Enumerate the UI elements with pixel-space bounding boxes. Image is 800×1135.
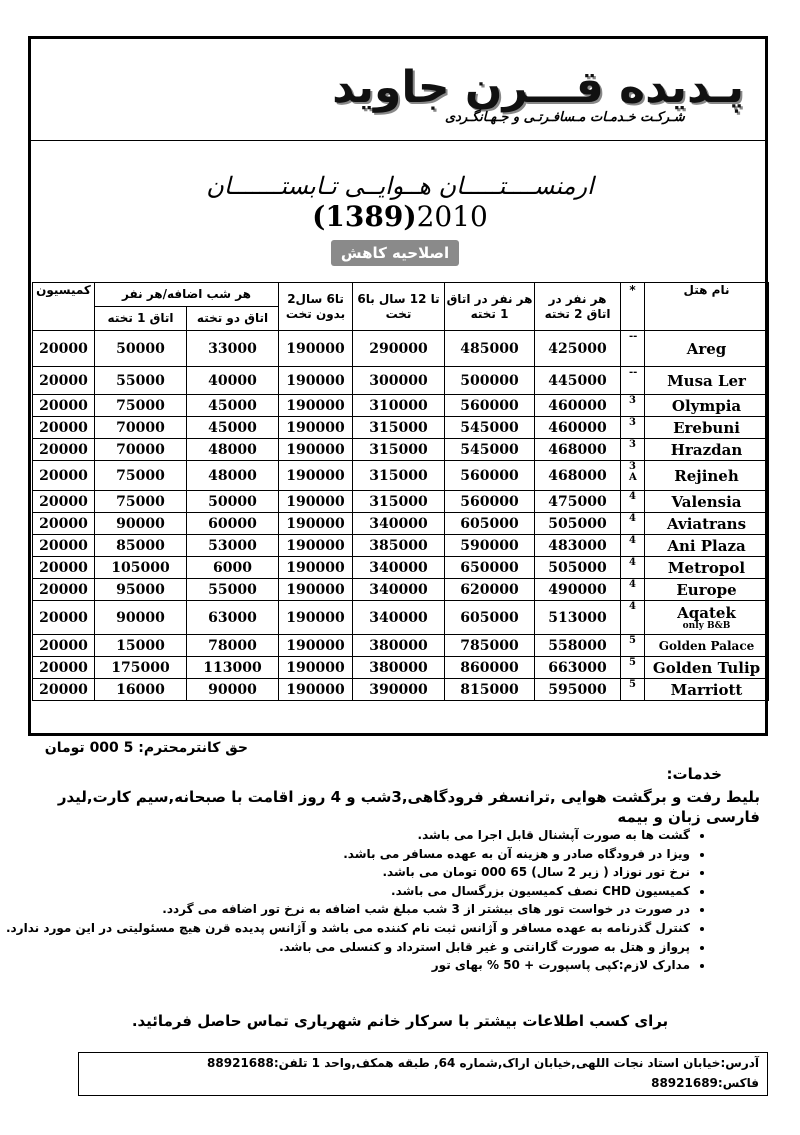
- col-extra-double: اتاق دو تخته: [187, 307, 279, 331]
- fax-line: فاکس:88921689: [651, 1076, 759, 1090]
- cell-child-bed: 380000: [353, 635, 445, 657]
- cell-extra-single: 50000: [95, 331, 187, 367]
- hotel-name: Musa Ler: [667, 371, 746, 390]
- note-item: • کمیسیون CHD نصف کمیسیون بزرگسال می باشد.: [40, 882, 690, 901]
- cell-single: 485000: [445, 331, 535, 367]
- cell-extra-double: 113000: [187, 657, 279, 679]
- cell-child-nobed: 190000: [279, 395, 353, 417]
- cell-star: 3: [621, 417, 645, 439]
- cell-child-bed: 315000: [353, 439, 445, 461]
- table-row: [33, 367, 769, 395]
- cell-extra-double: 48000: [187, 439, 279, 461]
- cell-child-nobed: 190000: [279, 513, 353, 535]
- cell-double: 595000: [535, 679, 621, 701]
- cell-double: 425000: [535, 331, 621, 367]
- table-row: [33, 395, 769, 417]
- cell-double: 468000: [535, 461, 621, 491]
- cell-single: 860000: [445, 657, 535, 679]
- notes-list: [5, 826, 712, 975]
- cell-commission: 20000: [33, 513, 95, 535]
- cell-star: 5: [621, 657, 645, 679]
- cell-extra-double: 60000: [187, 513, 279, 535]
- cell-extra-single: 75000: [95, 491, 187, 513]
- cell-extra-single: 70000: [95, 439, 187, 461]
- cell-double: 468000: [535, 439, 621, 461]
- cell-extra-double: 55000: [187, 579, 279, 601]
- cell-hotel: [645, 367, 769, 395]
- hotel-name: Aviatrans: [666, 514, 747, 533]
- cell-commission: 20000: [33, 635, 95, 657]
- hotel-name: Rejineh: [674, 466, 739, 485]
- cell-child-nobed: 190000: [279, 601, 353, 635]
- cell-extra-double: 45000: [187, 395, 279, 417]
- cell-single: 815000: [445, 679, 535, 701]
- hotel-name: Valensia: [671, 492, 742, 511]
- cell-single: 500000: [445, 367, 535, 395]
- cell-single: 605000: [445, 601, 535, 635]
- cell-extra-double: 78000: [187, 635, 279, 657]
- address-line: آدرس:خیابان استاد نجات اللهی,خیابان اراک,شماره 64, طبقه همکف,واحد 1 تلفن:88921688: [207, 1056, 759, 1070]
- table-row: [33, 657, 769, 679]
- brand-name: پـدیده قـــرن جاوید: [332, 62, 744, 113]
- cell-hotel: [645, 513, 769, 535]
- cell-child-nobed: 190000: [279, 439, 353, 461]
- cell-commission: 20000: [33, 367, 95, 395]
- cell-hotel: [645, 491, 769, 513]
- cell-star: 3 A: [621, 461, 645, 491]
- table-row: [33, 679, 769, 701]
- counter-fee: حق کانترمحترم: 5 000 تومان: [44, 740, 248, 756]
- cell-star: 5: [621, 635, 645, 657]
- cell-hotel: [645, 439, 769, 461]
- cell-hotel: [645, 579, 769, 601]
- note-item: • نرخ تور نوزاد ( زیر 2 سال) 65 000 تومان می باشد.: [40, 863, 690, 882]
- hotel-note: only B&B: [682, 621, 731, 631]
- cell-double: 513000: [535, 601, 621, 635]
- rates-table: [32, 282, 769, 701]
- cell-child-bed: 315000: [353, 491, 445, 513]
- cell-hotel: [645, 417, 769, 439]
- cell-extra-double: 48000: [187, 461, 279, 491]
- cell-child-nobed: 190000: [279, 657, 353, 679]
- hotel-name: Hrazdan: [670, 440, 743, 459]
- cell-extra-double: 50000: [187, 491, 279, 513]
- tour-year: [0, 200, 800, 233]
- cell-hotel: [645, 679, 769, 701]
- cell-star: 4: [621, 601, 645, 635]
- cell-extra-double: 90000: [187, 679, 279, 701]
- hotel-name: Europe: [676, 580, 737, 599]
- cell-hotel: [645, 535, 769, 557]
- table-row: [33, 417, 769, 439]
- tour-title: ارمنســــتـــــان هــوایــی تـابستـــــــان: [206, 172, 594, 200]
- cell-star: --: [621, 331, 645, 367]
- cell-child-bed: 385000: [353, 535, 445, 557]
- cell-double: 460000: [535, 395, 621, 417]
- cell-extra-single: 70000: [95, 417, 187, 439]
- cell-child-nobed: 190000: [279, 461, 353, 491]
- cell-hotel: [645, 601, 769, 635]
- cell-commission: 20000: [33, 557, 95, 579]
- table-row: [33, 557, 769, 579]
- note-item: • گشت ها به صورت آپشنال قابل اجرا می باشد.: [40, 826, 690, 845]
- cell-single: 545000: [445, 439, 535, 461]
- cell-single: 560000: [445, 491, 535, 513]
- note-item: • در صورت در خواست تور های بیشتر از 3 شب مبلغ شب اضافه به نرخ تور اضافه می گردد.: [40, 900, 690, 919]
- cell-child-bed: 290000: [353, 331, 445, 367]
- col-child-bed: 6تا 12 سال با تخت: [353, 283, 445, 331]
- cell-child-bed: 315000: [353, 417, 445, 439]
- table-row: [33, 491, 769, 513]
- col-hotel: نام هتل: [645, 283, 769, 331]
- cell-child-bed: 300000: [353, 367, 445, 395]
- cell-commission: 20000: [33, 535, 95, 557]
- cell-single: 545000: [445, 417, 535, 439]
- note-item: • پرواز و هتل به صورت گارانتی و غیر قابل استرداد و کنسلی می باشد.: [40, 938, 690, 957]
- hotel-name: Marriott: [670, 680, 743, 699]
- cell-child-bed: 315000: [353, 461, 445, 491]
- cell-child-nobed: 190000: [279, 491, 353, 513]
- table-row: [33, 535, 769, 557]
- cell-extra-double: 6000: [187, 557, 279, 579]
- brand-subtitle: شـرکـت خـدمـات مـسافـرتـی و جـهـانگـردی: [445, 110, 685, 125]
- cell-extra-single: 90000: [95, 513, 187, 535]
- price-update-badge: اصلاحیه کاهش نرخ: [331, 240, 459, 266]
- col-double: هر نفر در اتاق 2 تخته: [535, 283, 621, 331]
- hotel-name: Olympia: [671, 396, 742, 415]
- year-gregorian: 2010: [416, 200, 488, 233]
- cell-extra-single: 90000: [95, 601, 187, 635]
- cell-hotel: [645, 557, 769, 579]
- table-row: [33, 635, 769, 657]
- note-item: • مدارک لازم:کپی پاسپورت + 50 % بهای تور: [40, 956, 690, 975]
- cell-extra-single: 95000: [95, 579, 187, 601]
- cell-double: 460000: [535, 417, 621, 439]
- rates-body: [33, 331, 769, 701]
- cell-star: 3: [621, 395, 645, 417]
- table-row: [33, 513, 769, 535]
- cell-hotel: [645, 657, 769, 679]
- cell-single: 650000: [445, 557, 535, 579]
- cell-star: 5: [621, 679, 645, 701]
- cell-child-bed: 310000: [353, 395, 445, 417]
- hotel-name: Golden Palace: [658, 638, 755, 653]
- note-item: • کنترل گذرنامه به عهده مسافر و آژانس ثبت نام کننده می باشد و آژانس پدیده قرن هیچ مسئولیتی در این مورد ندارد.: [40, 919, 690, 938]
- cell-extra-double: 63000: [187, 601, 279, 635]
- cell-commission: 20000: [33, 395, 95, 417]
- cell-double: 483000: [535, 535, 621, 557]
- cell-single: 620000: [445, 579, 535, 601]
- cell-single: 560000: [445, 395, 535, 417]
- note-item: • ویزا در فرودگاه صادر و هزینه آن به عهده مسافر می باشد.: [40, 845, 690, 864]
- cell-double: 558000: [535, 635, 621, 657]
- cell-star: 4: [621, 557, 645, 579]
- cell-hotel: [645, 395, 769, 417]
- cell-double: 490000: [535, 579, 621, 601]
- col-commission: کمیسیون: [33, 283, 95, 331]
- cell-commission: 20000: [33, 417, 95, 439]
- cell-commission: 20000: [33, 491, 95, 513]
- cell-child-nobed: 190000: [279, 679, 353, 701]
- hotel-name: Aqatek: [677, 604, 736, 622]
- cell-extra-double: 40000: [187, 367, 279, 395]
- cell-hotel: [645, 331, 769, 367]
- cell-child-nobed: 190000: [279, 367, 353, 395]
- cell-single: 560000: [445, 461, 535, 491]
- cell-child-bed: 340000: [353, 601, 445, 635]
- hotel-name: Areg: [686, 339, 727, 358]
- col-child-nobed: 2تا6 سال بدون تخت: [279, 283, 353, 331]
- cell-child-nobed: 190000: [279, 579, 353, 601]
- cell-child-bed: 340000: [353, 579, 445, 601]
- services-heading: خدمات:: [666, 765, 722, 783]
- cell-child-bed: 340000: [353, 513, 445, 535]
- table-row: [33, 601, 769, 635]
- cell-extra-single: 55000: [95, 367, 187, 395]
- cell-child-bed: 390000: [353, 679, 445, 701]
- year-persian: (1389): [312, 200, 417, 233]
- cell-extra-double: 45000: [187, 417, 279, 439]
- cell-child-nobed: 190000: [279, 331, 353, 367]
- services-text: بلیط رفت و برگشت هوایی ,ترانسفر فرودگاهی,3شب و 4 روز اقامت با صبحانه,سیم کارت,لیدر فارسی زبان و بیمه: [57, 788, 760, 826]
- cell-child-bed: 380000: [353, 657, 445, 679]
- hotel-name: Ani Plaza: [667, 536, 746, 555]
- cell-commission: 20000: [33, 579, 95, 601]
- table-row: [33, 579, 769, 601]
- cell-double: 475000: [535, 491, 621, 513]
- header-divider: [28, 140, 768, 141]
- cell-hotel: [645, 635, 769, 657]
- contact-line: برای کسب اطلاعات بیشتر با سرکار خانم شهریاری تماس حاصل فرمائید.: [131, 1012, 669, 1030]
- cell-commission: 20000: [33, 657, 95, 679]
- cell-commission: 20000: [33, 601, 95, 635]
- hotel-name: Golden Tulip: [652, 658, 761, 677]
- col-extra-single: اتاق 1 تخته: [95, 307, 187, 331]
- cell-extra-single: 75000: [95, 461, 187, 491]
- cell-double: 445000: [535, 367, 621, 395]
- cell-extra-single: 85000: [95, 535, 187, 557]
- table-row: [33, 331, 769, 367]
- address-box: [78, 1052, 768, 1096]
- cell-child-nobed: 190000: [279, 535, 353, 557]
- cell-child-nobed: 190000: [279, 557, 353, 579]
- cell-extra-double: 53000: [187, 535, 279, 557]
- cell-single: 590000: [445, 535, 535, 557]
- cell-commission: 20000: [33, 331, 95, 367]
- cell-commission: 20000: [33, 461, 95, 491]
- cell-double: 505000: [535, 513, 621, 535]
- hotel-name: Erebuni: [673, 418, 740, 437]
- cell-star: 3: [621, 439, 645, 461]
- cell-extra-double: 33000: [187, 331, 279, 367]
- cell-child-nobed: 190000: [279, 417, 353, 439]
- cell-extra-single: 175000: [95, 657, 187, 679]
- cell-extra-single: 16000: [95, 679, 187, 701]
- cell-child-nobed: 190000: [279, 635, 353, 657]
- cell-hotel: [645, 461, 769, 491]
- cell-star: --: [621, 367, 645, 395]
- table-row: [33, 439, 769, 461]
- cell-extra-single: 105000: [95, 557, 187, 579]
- hotel-name: Metropol: [667, 558, 746, 577]
- cell-child-bed: 340000: [353, 557, 445, 579]
- cell-extra-single: 75000: [95, 395, 187, 417]
- cell-star: 4: [621, 579, 645, 601]
- col-single: هر نفر در اتاق 1 تخته: [445, 283, 535, 331]
- col-extra: هر شب اضافه/هر نفر: [95, 283, 279, 307]
- col-star: *: [621, 283, 645, 331]
- cell-extra-single: 15000: [95, 635, 187, 657]
- table-row: [33, 461, 769, 491]
- cell-double: 505000: [535, 557, 621, 579]
- cell-single: 605000: [445, 513, 535, 535]
- cell-star: 4: [621, 535, 645, 557]
- cell-star: 4: [621, 491, 645, 513]
- cell-single: 785000: [445, 635, 535, 657]
- cell-star: 4: [621, 513, 645, 535]
- cell-commission: 20000: [33, 679, 95, 701]
- cell-commission: 20000: [33, 439, 95, 461]
- cell-double: 663000: [535, 657, 621, 679]
